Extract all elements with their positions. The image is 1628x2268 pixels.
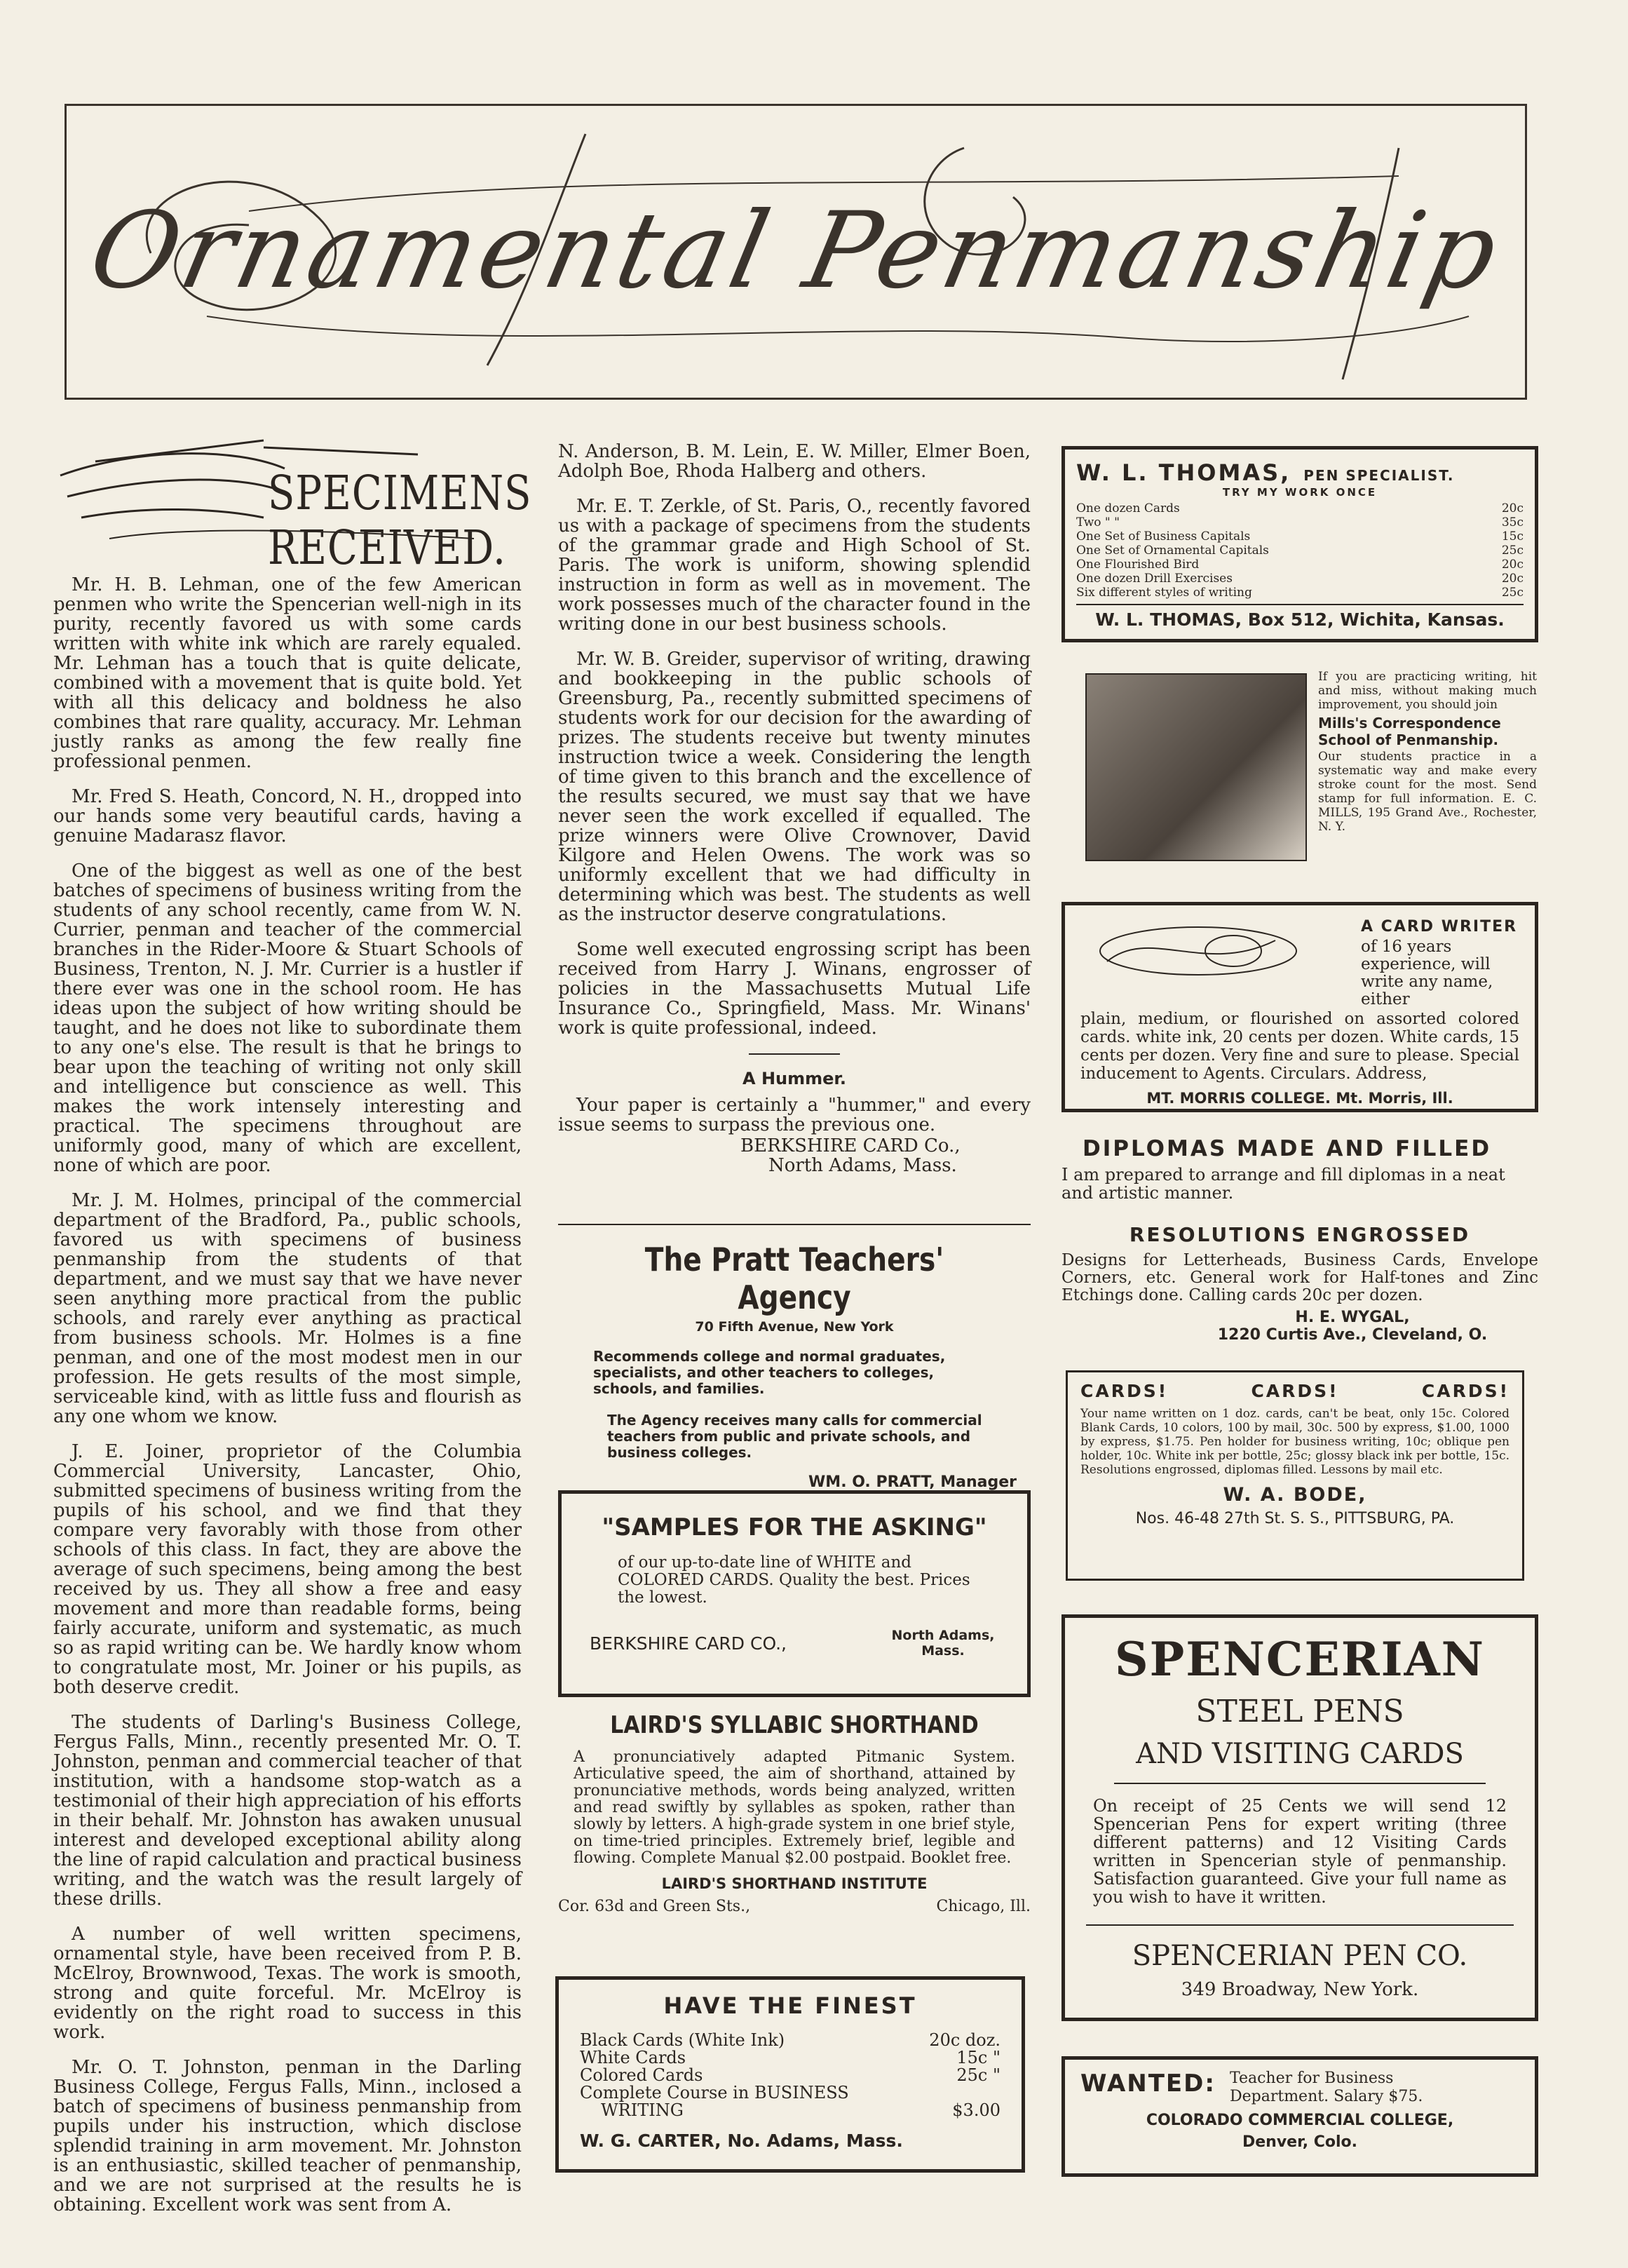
price-row: One Set of Business Capitals 15c — [1076, 529, 1524, 544]
thomas-name: W. L. THOMAS, — [1076, 459, 1291, 486]
laird-text: A pronunciatively adapted Pitmanic System. Articulative speed, the aim of shorthand, attained by pronunciative methods, words being analyzed, written and read swiftly by syllables as spoken, rather than slowly by letters. A high-grade system in one brief style, on time-tried principles. Extremely brief, legible and flowing. Complete Manual $2.00 postpaid. Booklet free. — [574, 1748, 1015, 1867]
samples-company: BERKSHIRE CARD CO., — [590, 1633, 787, 1654]
flourish-ornament — [1093, 919, 1303, 983]
paragraph: The students of Darling's Business College, Fergus Falls, Minn., recently presented Mr. O. T. Johnston, penman and commercial teacher of that institution, with a handsome stop-watch as a testimonial of their high appreciation of his efforts in their behalf. Mr. Johnston has awaken unusual interest and developed exceptional ability along the line of rapid calculation and practical business writing, and the watch was the result largely of these drills. — [53, 1712, 522, 1910]
cards-heading: CARDS! — [1421, 1381, 1510, 1401]
samples-ad — [558, 1490, 1031, 1697]
spencerian-text: On receipt of 25 Cents we will send 12 Spencerian Pens for expert writing (three different patterns) and 12 Visiting Cards written in Spencerian style of penmanship. Satisfaction guaranteed. Give your full name as you wish to have it written. — [1093, 1796, 1507, 1907]
cardwriter-text: of 16 years experience, will write any name, either — [1361, 938, 1493, 1008]
wanted-city: Denver, Colo. — [1242, 2133, 1357, 2151]
cardwriter-ad — [1061, 902, 1538, 1112]
wanted-ad — [1061, 2056, 1538, 2177]
samples-text: of our up-to-date line of WHITE and COLORED CARDS. Quality the best. Prices the lowest. — [618, 1553, 970, 1607]
finest-ad — [555, 1976, 1025, 2173]
hummer-heading: A Hummer. — [742, 1069, 846, 1088]
price-row: Two " " 35c — [1076, 515, 1524, 529]
masthead-frame — [65, 104, 1527, 400]
price-row: One Flourished Bird 20c — [1076, 558, 1524, 572]
samples-location: North Adams, Mass. — [891, 1628, 995, 1659]
thomas-subtitle: PEN SPECIALIST. — [1303, 467, 1455, 484]
laird-ad — [558, 1711, 1031, 1915]
paragraph: Mr. W. B. Greider, supervisor of writing, drawing and bookkeeping in the public schools of Greensburg, Pa., recently submitted specimens of students work for our decision for the awarding of prizes. The students receive but twenty minutes instruction twice a week. Considering the length of time given to this branch and the excellence of the results secured, we must say that we have never seen the work excelled if equalled. The prize winners were Olive Crownover, David Kilgore and Helen Owens. The work was so uniformly excellent that we had difficulty in determining which was best. The students as well as the instructor deserve congratulations. — [558, 649, 1031, 925]
price-row: Black Cards (White Ink) 20c doz. — [580, 2030, 1000, 2050]
paragraph: Mr. J. M. Holmes, principal of the commercial department of the Bradford, Pa., public schools, favored us with specimens of business penmanship from the students of that department, and we must say that we have never seen anything more practical from the public schools, and rarely ever anything as practical from business schools. Mr. Holmes is a fine penman, and one of the most modest men in our profession. He gets results of the most simple, serviceable kind, with as little fuss and flourish as any one whom we know. — [53, 1190, 522, 1427]
price-row: One Set of Ornamental Capitals 25c — [1076, 544, 1524, 558]
paragraph: Mr. O. T. Johnston, penman in the Darling Business College, Fergus Falls, Minn., inclosed a batch of specimens of business penmanship from pupils under his instruction, which disclose splendid training in arm movement. Mr. Johnston is an enthusiastic, skilled teacher of penmanship, and we are not surprised at the results he is obtaining. Excellent work was sent from A. — [53, 2057, 522, 2215]
cardwriter-address: MT. MORRIS COLLEGE. Mt. Morris, Ill. — [1146, 1090, 1453, 1107]
bode-address: Nos. 46-48 27th St. S. S., PITTSBURG, PA. — [1135, 1510, 1455, 1527]
diplomas-title: DIPLOMAS MADE AND FILLED — [1083, 1136, 1492, 1161]
spencerian-address: 349 Broadway, New York. — [1181, 1979, 1419, 2000]
cards-heading: CARDS! — [1080, 1381, 1169, 1401]
diplomas-text: I am prepared to arrange and fill diplomas in a neat and artistic manner. — [1061, 1165, 1505, 1203]
bode-name: W. A. BODE, — [1223, 1484, 1367, 1506]
masthead-title: Ornamental Penmanship — [79, 190, 1512, 312]
specimens-heading: SPECIMENS RECEIVED. — [268, 466, 532, 576]
cardwriter-text: plain, medium, or flourished on assorted colored cards. white ink, 20 cents per dozen. White cards, 15 cents per dozen. Very fine and sure to please. Special inducement to Agents. Circulars. Address, — [1080, 1010, 1519, 1083]
laird-city: Chicago, Ill. — [936, 1898, 1031, 1915]
price-row: Colored Cards 25c " — [580, 2065, 1000, 2085]
paragraph: Your paper is certainly a "hummer," and every issue seems to surpass the previous one. — [558, 1095, 1031, 1135]
resolutions-title: RESOLUTIONS ENGROSSED — [1129, 1223, 1471, 1246]
pratt-text: Recommends college and normal graduates, specialists, and other teachers to colleges, schools, and families. — [593, 1348, 946, 1397]
resolutions-text: Designs for Letterheads, Business Cards, Envelope Corners, etc. General work for Half-tones and Zinc Etchings done. Calling cards 20c per dozen. — [1061, 1251, 1538, 1304]
pratt-manager: WM. O. PRATT, Manager — [808, 1473, 1017, 1491]
cardwriter-title: A CARD WRITER — [1361, 918, 1518, 936]
laird-institute: LAIRD'S SHORTHAND INSTITUTE — [661, 1875, 928, 1892]
wygal-name: H. E. WYGAL, — [1295, 1309, 1410, 1326]
spencerian-line1: STEEL PENS — [1195, 1694, 1404, 1729]
price-row: One dozen Drill Exercises 20c — [1076, 572, 1524, 586]
thomas-ad — [1061, 446, 1538, 642]
spencerian-ad — [1061, 1614, 1538, 2021]
spencerian-title: SPENCERIAN — [1114, 1632, 1486, 1687]
thomas-address: W. L. THOMAS, Box 512, Wichita, Kansas. — [1076, 604, 1524, 630]
paragraph: A number of well written specimens, ornamental style, have been received from P. B. McElroy, Brownwood, Texas. The work is smooth, strong and quite forceful. Mr. McElroy is evidently on the right road to success in this work. — [53, 1924, 522, 2043]
paragraph: Mr. E. T. Zerkle, of St. Paris, O., recently favored us with a package of specimens from the students of the grammar grade and High School of St. Paris. The work is uniform, showing splendid instruction in form as well as in movement. The work possesses much of the character found in the writing done in our best business schools. — [558, 496, 1031, 635]
diplomas-ad — [1061, 1136, 1538, 1344]
pratt-address: 70 Fifth Avenue, New York — [695, 1319, 894, 1335]
mills-text: Our students practice in a systematic way and make every stroke count for the most. Send stamp for full information. E. C. MILLS, 195 Grand Ave., Rochester, N. Y. — [1318, 750, 1537, 834]
paragraph: J. E. Joiner, proprietor of the Columbia Commercial University, Lancaster, Ohio, submitted specimens of business writing from the pupils of his school, and we find that they compare very favorably with those from other schools of this class. In fact, they are above the average of such specimens, being among the best received by us. They all show a free and easy movement and more than readable forms, being fairly accurate, uniform and systematic, as much so as rapid writing can be. We hardly know whom to congratulate most, Mr. Joiner or his pupils, as both deserve credit. — [53, 1441, 522, 1698]
price-row: White Cards 15c " — [580, 2048, 1000, 2067]
wanted-title: WANTED: — [1080, 2070, 1216, 2098]
finest-signature: W. G. CARTER, No. Adams, Mass. — [580, 2131, 903, 2151]
paragraph: Mr. H. B. Lehman, one of the few American penmen who write the Spencerian well-nigh in its purity, recently favored us with some cards written with white ink which are rarely equaled. Mr. Lehman has a touch that is quite delicate, combined with a movement that is quite bold. Yet with all this delicacy and boldness he also combines that rare quality, accuracy. Mr. Lehman justly ranks as among the few really fine professional penmen. — [53, 574, 522, 772]
specimens-banner — [53, 433, 532, 576]
price-row: Six different styles of writing 25c — [1076, 586, 1524, 600]
wanted-text: Teacher for Business Department. Salary $75. — [1229, 2070, 1423, 2105]
paragraph: Some well executed engrossing script has been received from Harry J. Winans, engrosser of policies in the Massachusetts Mutual Life Insurance Co., Springfield, Mass. Mr. Winans' work is quite professional, indeed. — [558, 939, 1031, 1039]
pratt-ad — [558, 1224, 1031, 1491]
mills-text: If you are practicing writing, hit and miss, without making much improvement, you should join — [1318, 670, 1537, 712]
penman-photo — [1085, 673, 1307, 861]
price-row: One dozen Cards 20c — [1076, 501, 1524, 515]
paragraph: N. Anderson, B. M. Lein, E. W. Miller, Elmer Boen, Adolph Boe, Rhoda Halberg and others. — [558, 441, 1031, 482]
pratt-title: The Pratt Teachers' Agency — [644, 1241, 944, 1316]
finest-title: HAVE THE FINEST — [663, 1992, 917, 2019]
spencerian-line2: AND VISITING CARDS — [1136, 1738, 1464, 1770]
hummer-signature-city: North Adams, Mass. — [768, 1155, 957, 1176]
pratt-text: The Agency receives many calls for commercial teachers from public and private schools, and business colleges. — [607, 1412, 982, 1461]
hummer-signature: BERKSHIRE CARD Co., — [740, 1135, 961, 1156]
middle-column — [558, 442, 1031, 1175]
mills-ad — [1318, 670, 1537, 834]
laird-title: LAIRD'S SYLLABIC SHORTHAND — [610, 1711, 979, 1739]
specimens-column — [53, 575, 522, 2230]
paragraph: One of the biggest as well as one of the best batches of specimens of business writing from the students of any school recently, came from W. N. Currier, penman and teacher of the commercial branches in the Rider-Moore & Stuart Schools of Business, Trenton, N. J. Mr. Currier is a hustler if there ever was one in the school room. He has ideas upon the subject of how writing should be taught, and he does not like to subordinate them to any one's else. The result is that he brings to bear upon the teaching of writing not only skill and intelligence but conscience as well. This makes the work intensely interesting and practical. The specimens throughout are uniformly good, many of which are excellent, none of which are poor. — [53, 860, 522, 1176]
paragraph: Mr. Fred S. Heath, Concord, N. H., dropped into our hands some very beautiful cards, having a genuine Madarasz flavor. — [53, 786, 522, 846]
wygal-address: 1220 Curtis Ave., Cleveland, O. — [1217, 1326, 1488, 1344]
samples-title: "SAMPLES FOR THE ASKING" — [602, 1513, 987, 1541]
course-line: Complete Course in BUSINESS — [580, 2083, 849, 2102]
price-row: WRITING $3.00 — [601, 2100, 1000, 2120]
bode-text: Your name written on 1 doz. cards, can't be beat, only 15c. Colored Blank Cards, 10 colors, 100 by mail, 30c. 500 by express, $1.00, 1000 by express, $1.75. Pen holder for business writing, 10c; oblique pen holder, 10c. White ink per bottle, 25c; glossy black ink per bottle, 15c. Resolutions engrossed, diplomas filled. Lessons by mail etc. — [1080, 1407, 1510, 1477]
bode-ad — [1066, 1370, 1524, 1581]
spencerian-company: SPENCERIAN PEN CO. — [1132, 1940, 1468, 1972]
mills-name: Mills's Correspondence School of Penmanship. — [1318, 715, 1501, 748]
laird-address: Cor. 63d and Green Sts., — [558, 1898, 751, 1915]
wanted-college: COLORADO COMMERCIAL COLLEGE, — [1146, 2112, 1454, 2129]
thomas-tagline: TRY MY WORK ONCE — [1222, 486, 1378, 499]
cards-heading: CARDS! — [1251, 1381, 1339, 1401]
